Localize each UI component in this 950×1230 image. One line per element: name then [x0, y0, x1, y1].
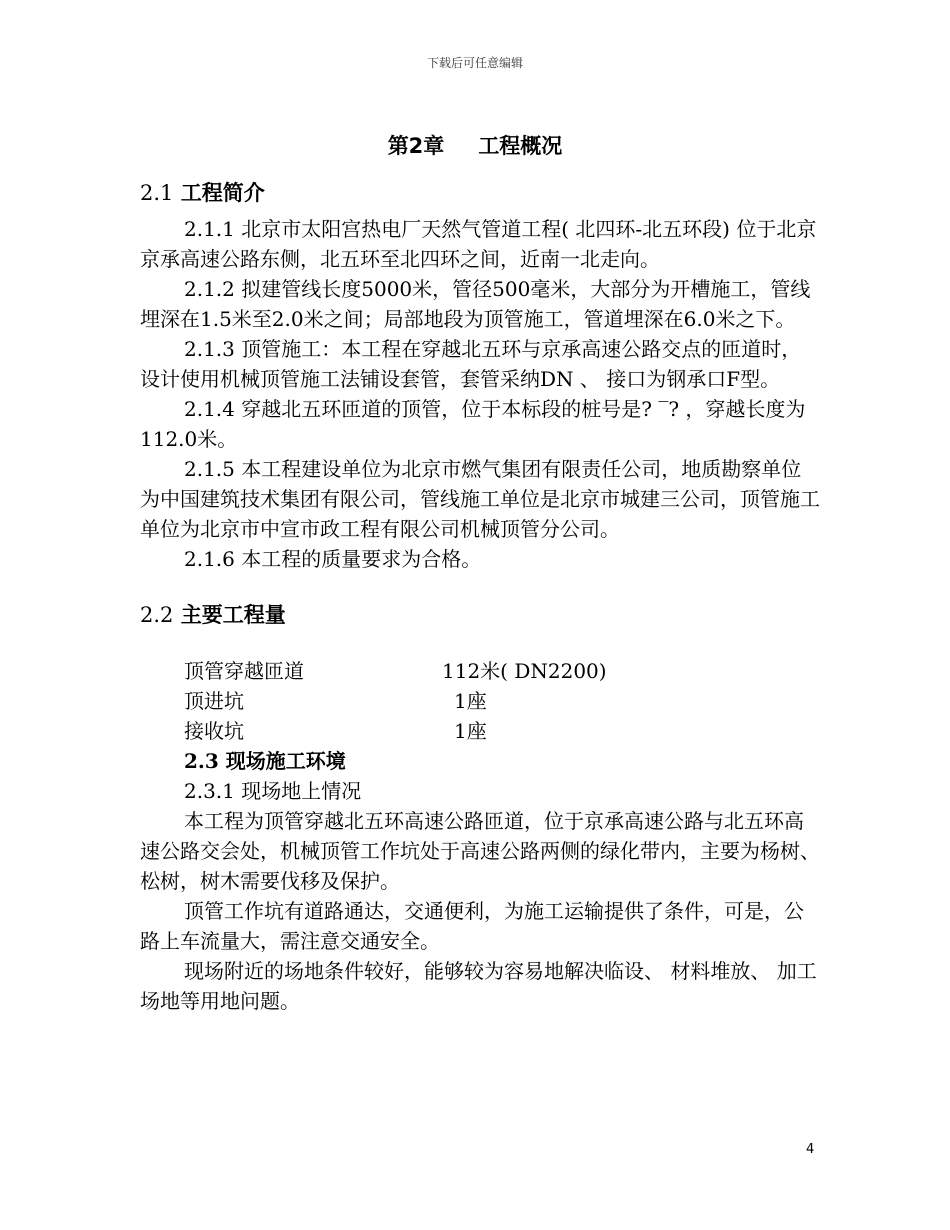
page-header: 下载后可任意编辑 [426, 56, 523, 70]
quantity-row [140, 716, 820, 746]
chapter-name: 工程概况 [478, 134, 563, 158]
quantity-value: 112米( DN2200) [442, 659, 607, 683]
paragraph-2-1-4: 2.1.4 穿越北五环匝道的顶管，位于本标段的桩号是? ‾? ，穿越长度为112.0米。 [140, 397, 806, 451]
section-heading-2-1: 2.1 工程简介 [140, 181, 265, 205]
paragraph-2-1-1: 2.1.1 北京市太阳宫热电厂天然气管道工程( 北四环-北五环段) 位于北京京承高速公路东侧，北五环至北四环之间，近南一北走向。 [140, 217, 817, 271]
chapter-number: 第2章 [387, 134, 445, 158]
quantity-name: 接收坑 [184, 719, 244, 743]
chapter-title [0, 130, 950, 160]
page-number: 4 [806, 1142, 815, 1157]
quantity-value: 1座 [454, 689, 487, 713]
quantity-row [140, 686, 820, 716]
paragraph-2-3-c: 现场附近的场地条件较好，能够较为容易地解决临设、 材料堆放、 加工场地等用地问题。 [140, 959, 817, 1013]
paragraph-2-1-6: 2.1.6 本工程的质量要求为合格。 [184, 547, 482, 571]
quantity-name: 顶管穿越匝道 [184, 659, 304, 683]
paragraph-2-1-2: 2.1.2 拟建管线长度5000米，管径500毫米，大部分为开槽施工，管线埋深在1.5米至2.0米之间；局部地段为顶管施工，管道埋深在6.0米之下。 [140, 277, 811, 331]
paragraph-2-1-3: 2.1.3 顶管施工：本工程在穿越北五环与京承高速公路交点的匝道时，设计使用机械顶管施工法铺设套管，套管采纳DN 、 接口为钢承口F型。 [140, 337, 802, 391]
section-heading-2-2: 2.2 主要工程量 [140, 603, 286, 627]
document-body [140, 178, 820, 1016]
quantity-value: 1座 [454, 719, 487, 743]
section-heading-2-3: 2.3 现场施工环境 [184, 749, 346, 773]
paragraph-2-3-a: 本工程为顶管穿越北五环高速公路匝道，位于京承高速公路与北五环高速公路交会处，机械顶管工作坑处于高速公路两侧的绿化带内，主要为杨树、 松树，树木需要伐移及保护。 [140, 809, 820, 893]
paragraph-2-3-b: 顶管工作坑有道路通达，交通便利，为施工运输提供了条件，可是，公路上车流量大，需注意交通安全。 [140, 899, 804, 953]
quantity-name: 顶进坑 [184, 689, 244, 713]
paragraph-2-1-5: 2.1.5 本工程建设单位为北京市燃气集团有限责任公司，地质勘察单位为中国建筑技术集团有限公司，管线施工单位是北京市城建三公司，顶管施工单位为北京市中宣市政工程有限公司机械顶管分公司。 [140, 457, 820, 541]
quantity-row [140, 656, 820, 686]
subsection-heading-2-3-1: 2.3.1 现场地上情况 [184, 779, 362, 803]
